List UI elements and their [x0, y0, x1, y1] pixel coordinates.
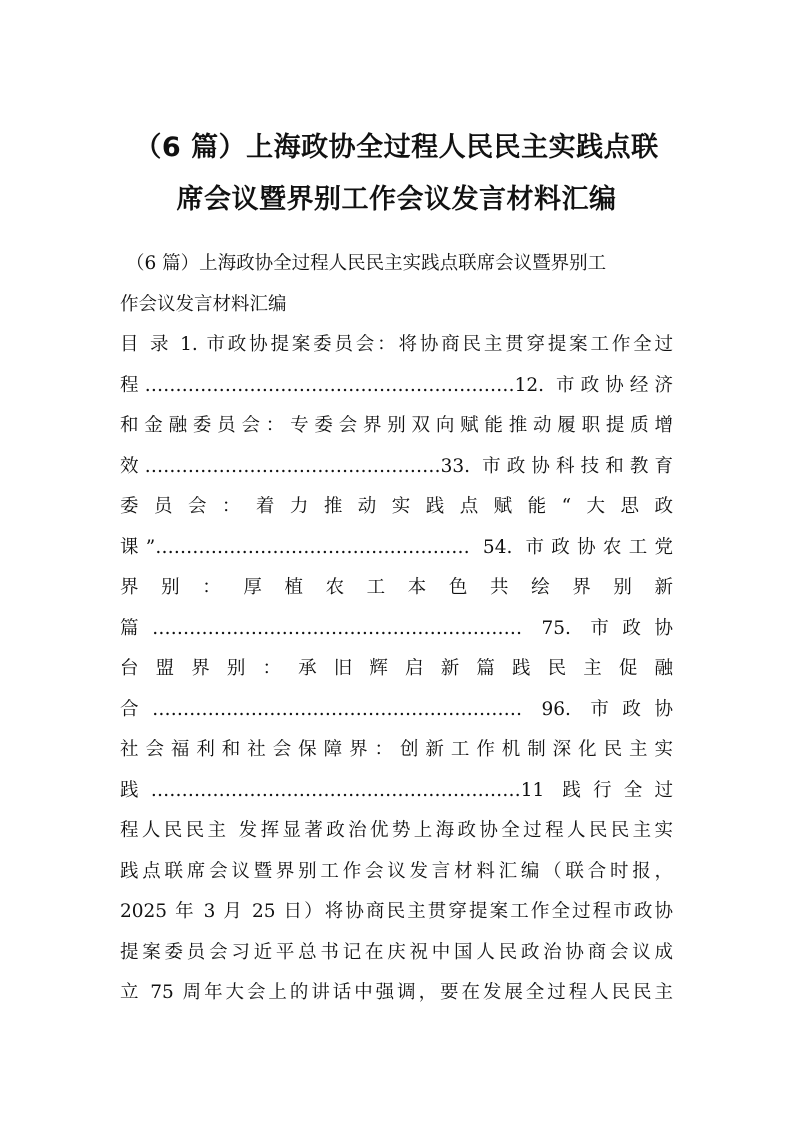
toc-line: 课”…………………………………………… 54. 市政协农工党	[120, 536, 673, 558]
body-line: 作会议发言材料汇编	[120, 293, 287, 315]
body-line: 程人民民主 发挥显著政治优势上海政协全过程人民民主实	[120, 820, 673, 841]
toc-line: 台盟界别：承旧辉启新篇践民主促融	[120, 658, 673, 679]
toc-line: 目 录 1. 市政协提案委员会：将协商民主贯穿提案工作全过	[120, 334, 673, 355]
title-line-2: 席会议暨界别工作会议发言材料汇编	[176, 184, 617, 215]
document-title	[110, 122, 683, 226]
toc-line: 践……………………………………………………11 践行全过	[120, 779, 673, 801]
toc-line: 篇…………………………………………………… 75. 市政协	[120, 617, 673, 639]
toc-line: 和金融委员会：专委会界别双向赋能推动履职提质增	[120, 415, 673, 436]
toc-line: 社会福利和社会保障界：创新工作机制深化民主实	[120, 739, 673, 760]
title-line-1: （6 篇）上海政协全过程人民民主实践点联	[134, 132, 659, 163]
toc-line: 委员会：着力推动实践点赋能“大思政	[120, 496, 673, 517]
toc-line: 效…………………………………………33. 市政协科技和教育	[120, 455, 673, 477]
body-line: 立 75 周年大会上的讲话中强调，要在发展全过程人民民主	[120, 982, 673, 1003]
body-line: 践点联席会议暨界别工作会议发言材料汇编（联合时报，	[120, 860, 673, 882]
document-body	[120, 244, 673, 1014]
toc-line: 程……………………………………………………12. 市政协经济	[120, 374, 673, 396]
body-line: （6 篇）上海政协全过程人民民主实践点联席会议暨界别工	[126, 253, 607, 274]
toc-line: 合…………………………………………………… 96. 市政协	[120, 698, 673, 720]
body-line: 2025 年 3 月 25 日）将协商民主贯穿提案工作全过程市政协	[120, 901, 673, 922]
body-line: 提案委员会习近平总书记在庆祝中国人民政治协商会议成	[120, 941, 673, 963]
toc-line: 界别：厚植农工本色共绘界别新	[120, 577, 673, 598]
